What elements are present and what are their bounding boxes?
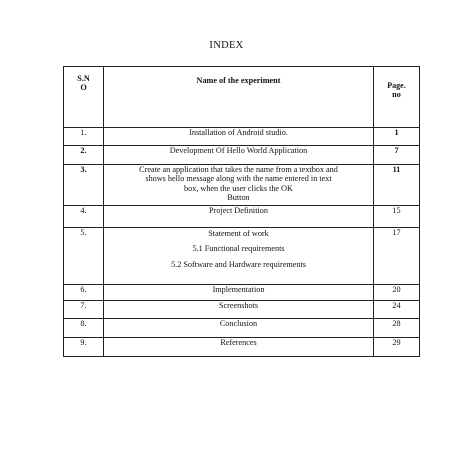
- row-sno: 3.: [64, 165, 104, 206]
- index-table: [63, 66, 420, 357]
- table-row: [64, 228, 420, 285]
- row-page: 24: [374, 301, 420, 319]
- row-sno: 9.: [64, 338, 104, 357]
- header-sno-line1: S.N: [77, 74, 90, 83]
- row-name-line: Statement of work: [208, 229, 269, 238]
- table-row: [64, 165, 420, 206]
- header-sno: [64, 67, 104, 128]
- row-page: 11: [374, 165, 420, 206]
- row-name: Implementation: [104, 285, 374, 301]
- row-name-line: 5.1 Functional requirements: [192, 244, 285, 254]
- row-page: 20: [374, 285, 420, 301]
- row-name: Installation of Android studio.: [104, 128, 374, 146]
- table-row: [64, 206, 420, 228]
- row-name-line: 5.2 Software and Hardware requirements: [171, 259, 306, 269]
- header-page-line2: no: [392, 90, 401, 100]
- row-sno: 5.: [64, 228, 104, 285]
- row-sno: 2.: [64, 146, 104, 165]
- row-page: 29: [374, 338, 420, 357]
- row-name: Conclusion: [104, 319, 374, 338]
- row-page: 15: [374, 206, 420, 228]
- row-name: Screenshots: [104, 301, 374, 319]
- row-name: [104, 165, 374, 206]
- table-row: [64, 146, 420, 165]
- table-row: [64, 319, 420, 338]
- row-sno: 1.: [64, 128, 104, 146]
- row-sno: 8.: [64, 319, 104, 338]
- row-name-line: Create an application that takes the name from a textbox and: [139, 165, 338, 174]
- row-name-line: box, when the user clicks the OK: [184, 183, 293, 193]
- row-page: 1: [374, 128, 420, 146]
- header-sno-line2: O: [80, 83, 87, 93]
- header-name: [104, 67, 374, 128]
- header-page: [374, 67, 420, 128]
- table-row: [64, 285, 420, 301]
- table-header-row: [64, 67, 420, 128]
- row-sno: 7.: [64, 301, 104, 319]
- table-row: [64, 128, 420, 146]
- header-page-line1: Page.: [387, 81, 406, 90]
- table-row: [64, 338, 420, 357]
- row-sno: 4.: [64, 206, 104, 228]
- row-name-line: Button: [227, 193, 250, 203]
- header-name-text: Name of the experiment: [196, 76, 281, 85]
- index-title: INDEX: [209, 40, 244, 51]
- row-page: 28: [374, 319, 420, 338]
- row-page: 7: [374, 146, 420, 165]
- row-name: References: [104, 338, 374, 357]
- row-name: [104, 228, 374, 285]
- row-name-line: shows hello message along with the name entered in text: [145, 174, 332, 184]
- row-page: 17: [374, 228, 420, 285]
- row-name: Project Definition: [104, 206, 374, 228]
- table-row: [64, 301, 420, 319]
- row-name: Development Of Hello World Application: [104, 146, 374, 165]
- row-sno: 6.: [64, 285, 104, 301]
